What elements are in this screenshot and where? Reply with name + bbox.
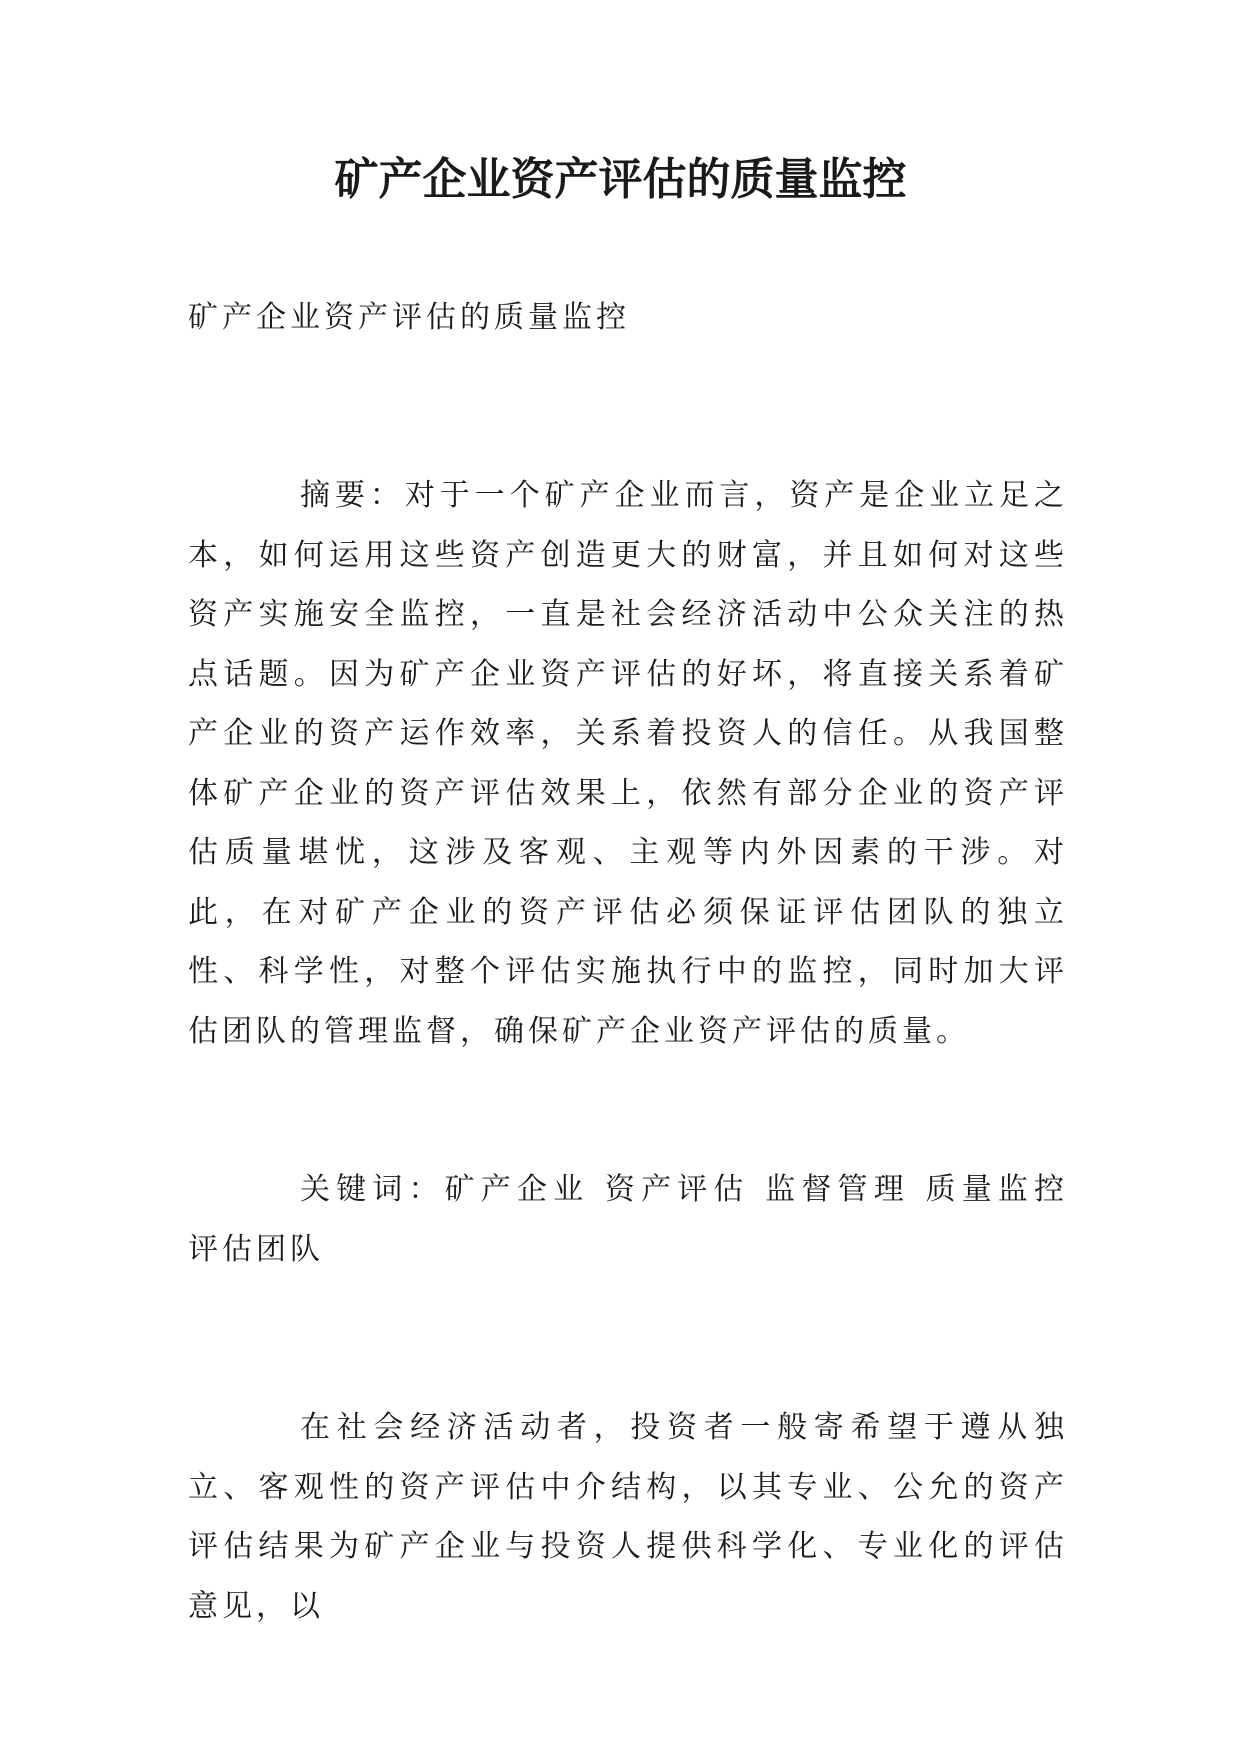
document-subtitle: 矿产企业资产评估的质量监控 — [188, 300, 630, 335]
keywords-paragraph: 关键词：矿产企业 资产评估 监督管理 质量监控 评估团队 — [188, 1172, 1068, 1267]
body-paragraph: 在社会经济活动者，投资者一般寄希望于遵从独立、客观性的资产评估中介结构，以其专业、公允的资产评估结果为矿产企业与投资人提供科学化、专业化的评估意见，以 — [188, 1410, 1068, 1624]
abstract-paragraph: 摘要：对于一个矿产企业而言，资产是企业立足之本，如何运用这些资产创造更大的财富，并且如何对这些资产实施安全监控，一直是社会经济活动中公众关注的热点话题。因为矿产企业资产评估的好坏，将直接关系着矿产企业的资产运作效率，关系着投资人的信任。从我国整体矿产企业的资产评估效果上，依然有部分企业的资产评估质量堪忧，这涉及客观、主观等内外因素的干涉。对此，在对矿产企业的资产评估必须保证评估团队的独立性、科学性，对整个评估实施执行中的监控，同时加大评估团队的管理监督，确保矿产企业资产评估的质量。 — [188, 478, 1068, 1049]
document-title: 矿产企业资产评估的质量监控 — [334, 154, 907, 205]
